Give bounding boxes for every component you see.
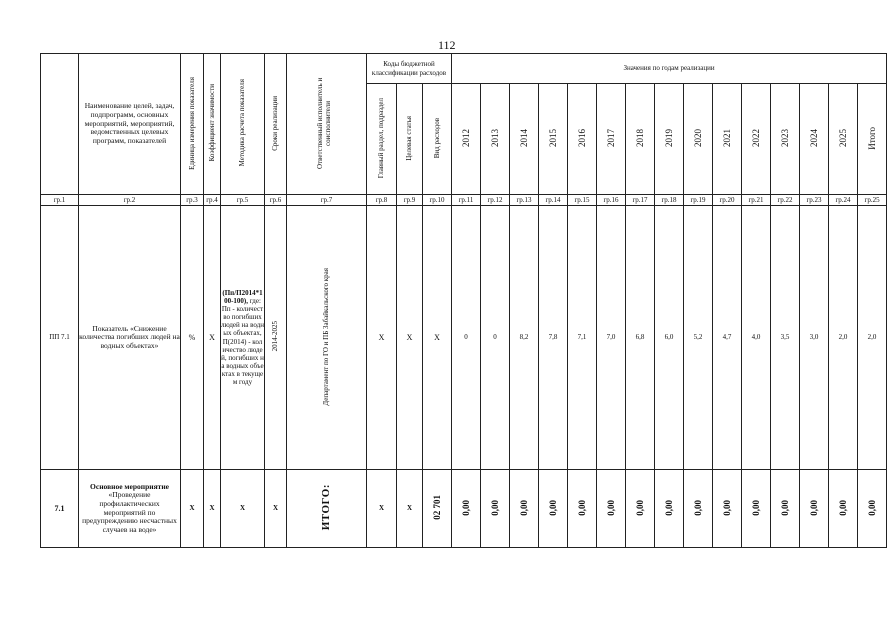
- row1-value: 6,0: [655, 206, 684, 470]
- row2-unit: Х: [181, 470, 204, 548]
- gr-label: гр.16: [597, 195, 626, 206]
- gr-label: гр.1: [41, 195, 79, 206]
- row1-expense-type: Х: [423, 206, 452, 470]
- row1-value: 0: [481, 206, 510, 470]
- row1-term: 2014-2025: [265, 206, 287, 470]
- year-2020: 2020: [684, 84, 713, 195]
- row1-method-text: где: Пп - количество погибших людей на водных объектах, П(2014) - количество людей, погибших на водных объектах в текущем году: [221, 297, 264, 386]
- year-2022: 2022: [742, 84, 771, 195]
- gr-label: гр.13: [510, 195, 539, 206]
- header-coef: Коэффициент значимости: [204, 54, 221, 195]
- header-responsible: Ответственный исполнитель и соисполнители: [287, 54, 367, 195]
- row1-value: 6,8: [626, 206, 655, 470]
- gr-label: гр.20: [713, 195, 742, 206]
- gr-label: гр.6: [265, 195, 287, 206]
- gr-label: гр.9: [397, 195, 423, 206]
- row1-value: 3,5: [771, 206, 800, 470]
- row1-method: [221, 206, 265, 470]
- row1-code: ПП 7.1: [41, 206, 79, 470]
- year-2017: 2017: [597, 84, 626, 195]
- row1-value: 4,7: [713, 206, 742, 470]
- gr-label: гр.25: [858, 195, 887, 206]
- header-section: Главный раздел, подраздел: [367, 84, 397, 195]
- gr-label: гр.14: [539, 195, 568, 206]
- year-2013: 2013: [481, 84, 510, 195]
- header-budget-codes: Коды бюджетной классификации расходов: [367, 54, 452, 84]
- row2-coef: Х: [204, 470, 221, 548]
- row1-value: 7,0: [597, 206, 626, 470]
- row2-value: 0,00: [539, 470, 568, 548]
- row1-value: 7,1: [568, 206, 597, 470]
- row2-value: 0,00: [481, 470, 510, 548]
- gr-label: гр.24: [829, 195, 858, 206]
- gr-label: гр.17: [626, 195, 655, 206]
- row1-name: Показатель «Снижение количества погибших людей на водных объектах»: [79, 206, 181, 470]
- header-name: Наименование целей, задач, подпрограмм, основных мероприятий, мероприятий, ведомственных целевых программ, показателей: [79, 54, 181, 195]
- row2-value: 0,00: [858, 470, 887, 548]
- header-term: Сроки реализации: [265, 54, 287, 195]
- year-2023: 2023: [771, 84, 800, 195]
- year-total: Итого: [858, 84, 887, 195]
- gr-label-row: [41, 195, 887, 206]
- row1-responsible: Департамент по ГО и ПБ Забайкальского края: [287, 206, 367, 470]
- gr-label: гр.19: [684, 195, 713, 206]
- row2-value: 0,00: [684, 470, 713, 548]
- row1-value: 2,0: [858, 206, 887, 470]
- row2-value: 0,00: [800, 470, 829, 548]
- year-2021: 2021: [713, 84, 742, 195]
- row1-value: 5,2: [684, 206, 713, 470]
- row2-name: [79, 470, 181, 548]
- year-2012: 2012: [452, 84, 481, 195]
- header-target-article: Целевая статья: [397, 84, 423, 195]
- activity-row: [41, 470, 887, 548]
- row2-value: 0,00: [742, 470, 771, 548]
- row2-value: 0,00: [568, 470, 597, 548]
- row2-value: 0,00: [597, 470, 626, 548]
- gr-label: гр.7: [287, 195, 367, 206]
- year-2024: 2024: [800, 84, 829, 195]
- gr-label: гр.21: [742, 195, 771, 206]
- row1-section: Х: [367, 206, 397, 470]
- row2-value: 0,00: [829, 470, 858, 548]
- row2-method: Х: [221, 470, 265, 548]
- header-unit: Единица измерения показателя: [181, 54, 204, 195]
- gr-label: гр.15: [568, 195, 597, 206]
- row2-expense-type: 02 701: [423, 470, 452, 548]
- row2-total-label: ИТОГО:: [287, 470, 367, 548]
- row1-method-formula: (Пп/П2014*100-100),: [222, 289, 263, 306]
- gr-label: гр.22: [771, 195, 800, 206]
- gr-label: гр.11: [452, 195, 481, 206]
- indicator-row: [41, 206, 887, 470]
- row2-section: Х: [367, 470, 397, 548]
- header-row-top: [41, 54, 887, 84]
- year-2025: 2025: [829, 84, 858, 195]
- header-method: Методика расчета показателя: [221, 54, 265, 195]
- year-2014: 2014: [510, 84, 539, 195]
- header-years-group: Значения по годам реализации: [452, 54, 887, 84]
- row2-target-article: Х: [397, 470, 423, 548]
- row2-name-title: Основное мероприятие: [90, 481, 169, 491]
- year-2018: 2018: [626, 84, 655, 195]
- page-number: 112: [438, 38, 456, 52]
- row2-value: 0,00: [655, 470, 684, 548]
- gr-label: гр.12: [481, 195, 510, 206]
- row1-value: 7,8: [539, 206, 568, 470]
- row2-term: Х: [265, 470, 287, 548]
- gr-label: гр.10: [423, 195, 452, 206]
- row1-value: 0: [452, 206, 481, 470]
- program-table: [40, 53, 887, 548]
- row2-code: 7.1: [41, 470, 79, 548]
- gr-label: гр.2: [79, 195, 181, 206]
- gr-label: гр.23: [800, 195, 829, 206]
- header-expense-type: Вид расходов: [423, 84, 452, 195]
- year-2016: 2016: [568, 84, 597, 195]
- row2-value: 0,00: [713, 470, 742, 548]
- row1-value: 3,0: [800, 206, 829, 470]
- gr-label: гр.18: [655, 195, 684, 206]
- row2-value: 0,00: [771, 470, 800, 548]
- row1-value: 8,2: [510, 206, 539, 470]
- row1-coef: Х: [204, 206, 221, 470]
- year-2019: 2019: [655, 84, 684, 195]
- row1-value: 4,0: [742, 206, 771, 470]
- row1-target-article: Х: [397, 206, 423, 470]
- row2-value: 0,00: [626, 470, 655, 548]
- gr-label: гр.8: [367, 195, 397, 206]
- header-col1: [41, 54, 79, 195]
- row2-name-text: «Проведение профилактических мероприятий по предупреждению несчастных случаев на воде»: [82, 490, 177, 534]
- row2-value: 0,00: [510, 470, 539, 548]
- gr-label: гр.3: [181, 195, 204, 206]
- row1-unit: %: [181, 206, 204, 470]
- year-2015: 2015: [539, 84, 568, 195]
- gr-label: гр.5: [221, 195, 265, 206]
- row2-value: 0,00: [452, 470, 481, 548]
- gr-label: гр.4: [204, 195, 221, 206]
- row1-value: 2,0: [829, 206, 858, 470]
